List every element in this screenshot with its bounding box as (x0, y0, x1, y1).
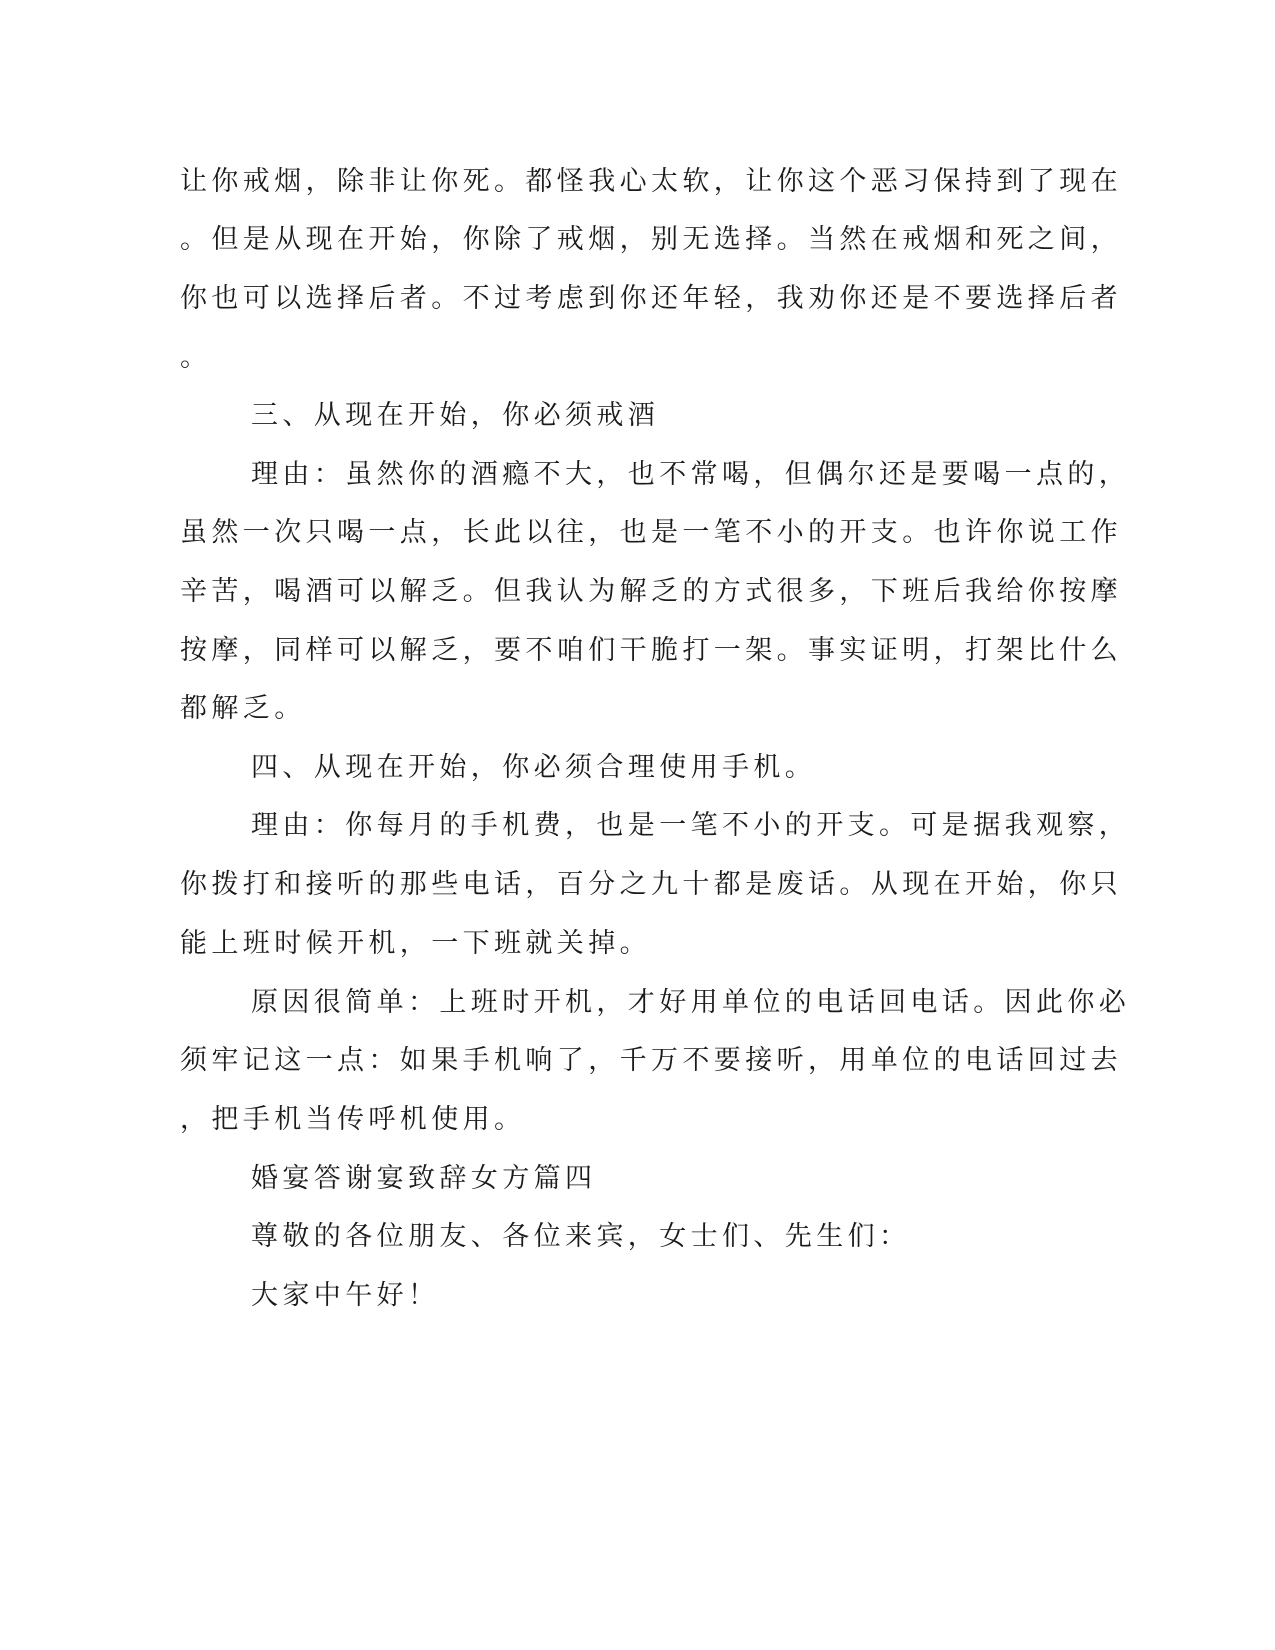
paragraph-line: 理由：你每月的手机费，也是一笔不小的开支。可是据我观察， (251, 810, 1131, 841)
section-heading-3: 三、从现在开始，你必须戒酒 (251, 400, 660, 431)
paragraph-line: 。 (180, 342, 212, 373)
paragraph-line: 须牢记这一点：如果手机响了，千万不要接听，用单位的电话回过去 (180, 1045, 1122, 1076)
paragraph-line: 你也可以选择后者。不过考虑到你还年轻，我劝你还是不要选择后者 (180, 283, 1122, 314)
paragraph-line: ，把手机当传呼机使用。 (180, 1104, 526, 1135)
section-heading-4: 四、从现在开始，你必须合理使用手机。 (251, 752, 817, 783)
paragraph-line: 让你戒烟，除非让你死。都怪我心太软，让你这个恶习保持到了现在 (180, 166, 1122, 197)
salutation: 尊敬的各位朋友、各位来宾，女士们、先生们： (251, 1221, 911, 1252)
paragraph-line: 都解乏。 (180, 693, 306, 724)
paragraph-line: 理由：虽然你的酒瘾不大，也不常喝，但偶尔还是要喝一点的， (251, 459, 1131, 490)
paragraph-line: 按摩，同样可以解乏，要不咱们干脆打一架。事实证明，打架比什么 (180, 635, 1122, 666)
article-title: 婚宴答谢宴致辞女方篇四 (251, 1163, 597, 1194)
paragraph-line: 虽然一次只喝一点，长此以往，也是一笔不小的开支。也许你说工作 (180, 517, 1122, 548)
paragraph-line: 辛苦，喝酒可以解乏。但我认为解乏的方式很多，下班后我给你按摩 (180, 576, 1122, 607)
paragraph-line: 原因很简单：上班时开机，才好用单位的电话回电话。因此你必 (251, 987, 1131, 1018)
paragraph-line: 能上班时候开机，一下班就关掉。 (180, 928, 651, 959)
paragraph-line: 。但是从现在开始，你除了戒烟，别无选择。当然在戒烟和死之间， (180, 224, 1122, 255)
paragraph-line: 你拨打和接听的那些电话，百分之九十都是废话。从现在开始，你只 (180, 869, 1122, 900)
greeting: 大家中午好！ (251, 1280, 440, 1311)
